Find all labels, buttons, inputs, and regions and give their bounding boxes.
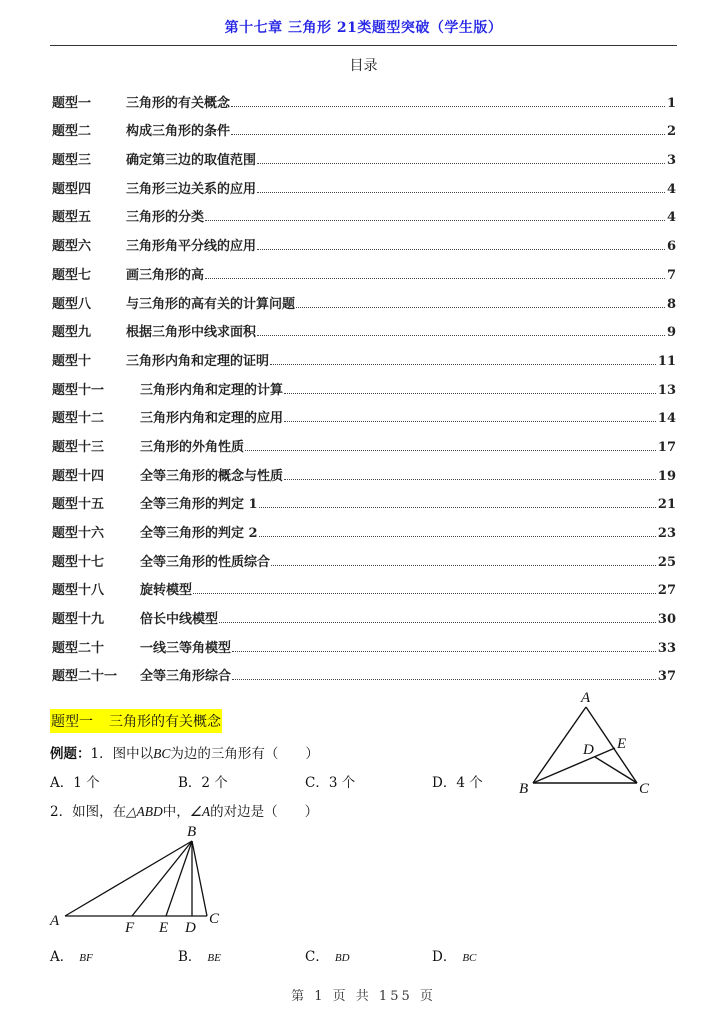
toc-code: 题型十四: [52, 468, 105, 484]
toc-title: 三角形的分类: [126, 210, 205, 226]
toc-code: 题型十九: [52, 612, 105, 628]
toc-title: 全等三角形的判定 1: [140, 497, 258, 513]
toc-page-number: 4: [666, 181, 676, 197]
q2-option-c[interactable]: [305, 945, 350, 965]
label-a: A: [581, 690, 591, 706]
question-text: 为边的三角形有（ ）: [170, 746, 319, 762]
option-text: BE: [207, 952, 221, 964]
toc-code: 题型十五: [52, 497, 105, 513]
toc-title: 全等三角形综合: [140, 669, 232, 685]
document-title: 第十七章 三角形 21类题型突破（学生版）: [224, 20, 503, 36]
toc-heading: 目录: [349, 58, 378, 74]
section-title: 三角形的有关概念: [109, 714, 221, 730]
page-footer: 第 1 页 共 155 页: [291, 989, 436, 1004]
toc-title: 三角形的有关概念: [126, 95, 231, 111]
toc-page-number: 23: [657, 526, 676, 541]
label-b: B: [519, 781, 529, 797]
section-code: 题型一: [51, 714, 93, 730]
q2-option-d[interactable]: [432, 945, 476, 965]
option-text: 2 个: [201, 775, 228, 791]
label-c: C: [639, 781, 650, 797]
toc-code: 题型十三: [52, 439, 105, 455]
toc-title: 三角形角平分线的应用: [126, 239, 257, 255]
toc-title: 三角形三边关系的应用: [126, 181, 257, 197]
toc-title: 三角形内角和定理的应用: [140, 411, 284, 427]
toc-page-number: 4: [666, 210, 676, 226]
toc-page-number: 21: [657, 497, 676, 513]
toc-code: 题型七: [52, 267, 92, 283]
toc-title: 三角形内角和定理的证明: [126, 353, 270, 369]
toc-code: 题型十一: [52, 382, 105, 398]
toc-title: 倍长中线模型: [140, 612, 219, 628]
q2-option-a[interactable]: [50, 945, 93, 965]
toc-page-number: 33: [657, 640, 676, 656]
toc-title: 全等三角形的判定 2: [140, 526, 258, 541]
question-text: 图中以: [112, 746, 154, 762]
label-f: F: [125, 920, 135, 936]
label-b: B: [187, 824, 197, 840]
option-text: 3 个: [328, 775, 356, 791]
example-prefix: 例题：: [50, 746, 91, 762]
math-triangle: △ABD: [126, 804, 163, 819]
math-angle: ∠A: [189, 804, 211, 819]
option-letter: D．: [432, 949, 457, 965]
toc-code: 题型九: [52, 325, 92, 341]
toc-page-number: 30: [657, 612, 676, 628]
label-e: E: [617, 736, 627, 752]
toc-page-number: 17: [657, 439, 676, 455]
toc-page-number: 8: [666, 296, 676, 312]
toc-title: 确定第三边的取值范围: [126, 153, 257, 169]
math-var: BC: [153, 746, 171, 761]
option-text: BF: [79, 952, 93, 964]
toc-page-number: 37: [657, 669, 676, 685]
toc-code: 题型十六: [52, 526, 105, 541]
toc-code: 题型二: [52, 124, 92, 140]
option-letter: A．: [50, 949, 74, 965]
label-c: C: [209, 911, 220, 927]
option-text: 1 个: [73, 775, 100, 791]
toc-code: 题型五: [52, 210, 92, 226]
question-number: 2．: [50, 804, 73, 820]
toc-code: 题型六: [52, 239, 92, 255]
toc-code: 题型一: [52, 95, 92, 111]
toc-page-number: 25: [657, 554, 676, 570]
toc-code: 题型二十: [52, 640, 105, 656]
toc-page-number: 3: [666, 153, 676, 169]
toc-code: 题型二十一: [52, 669, 118, 685]
toc-title: 全等三角形的性质综合: [140, 554, 271, 570]
question-text: 中，: [162, 804, 190, 820]
option-letter: D．: [432, 775, 457, 791]
toc-title: 与三角形的高有关的计算问题: [126, 296, 296, 312]
option-text: BD: [334, 952, 350, 964]
toc-page-number: 6: [666, 239, 676, 255]
option-letter: A．: [50, 775, 74, 791]
q2-option-b[interactable]: [178, 945, 221, 965]
label-d: D: [185, 920, 196, 936]
option-text: 4 个: [456, 775, 483, 791]
toc-title: 全等三角形的概念与性质: [140, 468, 284, 484]
toc-code: 题型十八: [52, 583, 105, 599]
toc-page-number: 7: [666, 267, 676, 283]
option-letter: B．: [178, 775, 202, 791]
toc-page-number: 27: [657, 583, 676, 599]
question-number: 1．: [90, 746, 113, 762]
toc-code: 题型十二: [52, 411, 105, 427]
label-e: E: [159, 920, 169, 936]
toc-code: 题型八: [52, 296, 92, 312]
question-text: 如图，在: [72, 804, 127, 820]
option-letter: B．: [178, 949, 202, 965]
toc-title: 一线三等角模型: [140, 640, 232, 656]
toc-code: 题型四: [52, 181, 92, 197]
toc-page-number: 9: [666, 325, 676, 341]
option-letter: C．: [305, 949, 329, 965]
question-text: 的对边是（ ）: [210, 804, 319, 820]
toc-title: 构成三角形的条件: [126, 124, 231, 140]
option-text: BC: [462, 952, 477, 964]
toc-title: 三角形的外角性质: [140, 439, 245, 455]
option-letter: C．: [305, 775, 329, 791]
toc-code: 题型十七: [52, 554, 105, 570]
toc-title: 根据三角形中线求面积: [126, 325, 257, 341]
toc-code: 题型三: [52, 153, 92, 169]
label-a: A: [50, 913, 60, 929]
label-d: D: [583, 742, 594, 758]
toc-code: 题型十: [52, 353, 92, 369]
toc-page-number: 14: [657, 411, 676, 427]
toc-page-number: 1: [666, 95, 676, 111]
toc-page-number: 11: [657, 353, 676, 369]
toc-title: 画三角形的高: [126, 267, 205, 283]
toc-page-number: 2: [666, 124, 676, 140]
toc-page-number: 13: [657, 382, 676, 398]
toc-title: 旋转模型: [140, 583, 193, 599]
toc-page-number: 19: [657, 468, 676, 484]
toc-title: 三角形内角和定理的计算: [140, 382, 284, 398]
